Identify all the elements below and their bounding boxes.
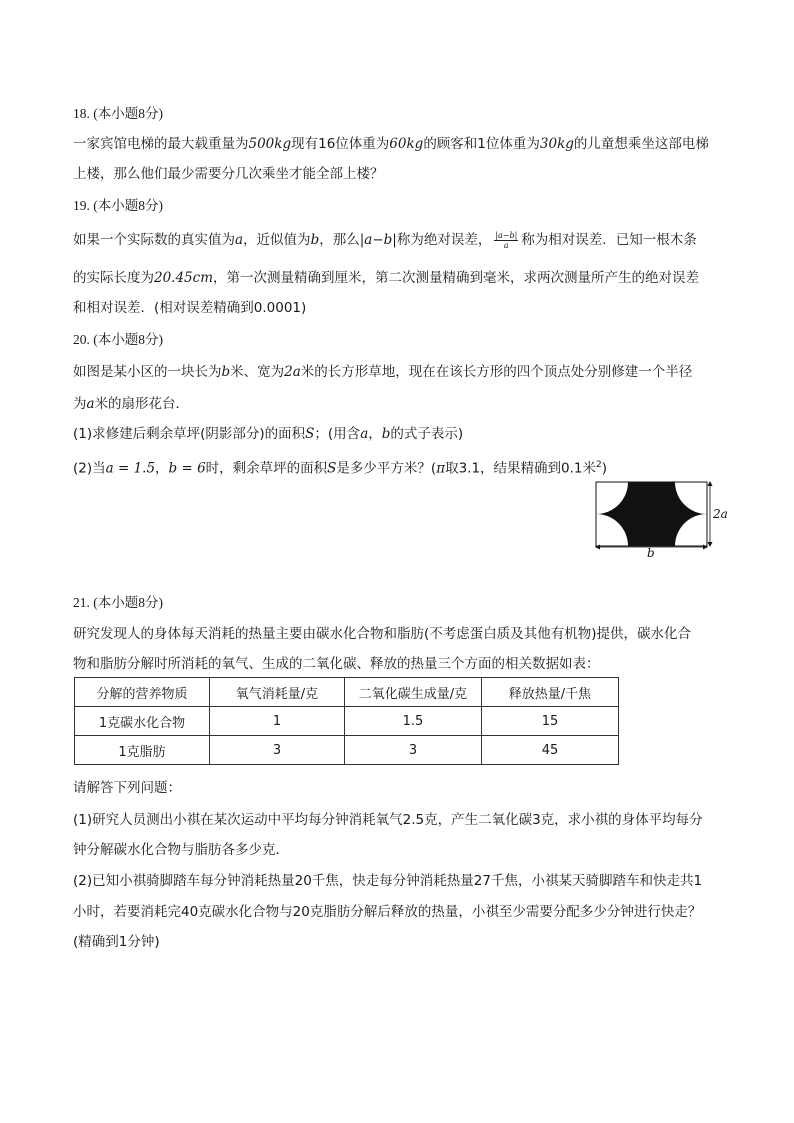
q18-line-1: [73, 134, 709, 154]
q20-var-2a: 2a: [284, 364, 301, 380]
q20-text: ；(用含: [314, 426, 361, 442]
table-cell: 1: [210, 707, 345, 736]
q18-value-500: 500: [248, 136, 275, 152]
q20-part-2: [73, 455, 607, 479]
q20-line-2: [73, 394, 189, 414]
q21-prompt: 请解答下列问题：: [73, 780, 181, 796]
q20-text: (2)当: [73, 460, 106, 477]
q21-part-2-line-2: 小时，若要消耗完40克碳水化合物与20克脂肪分解后释放的热量，小祺至少需要分配多少分钟进行快走？: [73, 904, 702, 920]
q20-header: 20. (本小题8分): [73, 332, 163, 347]
q20-figure: [590, 475, 730, 561]
q20-text: ，: [368, 426, 382, 442]
q18-unit-kg: kg: [557, 136, 574, 152]
q21-part-2-line-3: (精确到1分钟): [73, 934, 160, 950]
q20-var-s: S: [327, 460, 337, 477]
q20-text: 米的扇形花台．: [94, 396, 190, 412]
q18-text: 一家宾馆电梯的最大载重量为: [73, 136, 249, 152]
q19-text: 如果一个实际数的真实值为: [73, 232, 235, 248]
q20-line-1: [73, 362, 692, 382]
lawn-diagram: [590, 475, 730, 557]
table-header-cell: 释放热量/千焦: [482, 678, 619, 707]
table-cell: 45: [482, 736, 619, 765]
q19-value-length: 20.45: [154, 270, 193, 286]
label-2a: 2a: [713, 507, 728, 521]
q18-line-2: 上楼，那么他们最少需要分几次乘坐才能全部上楼？: [73, 166, 384, 182]
q19-text: ，近似值为: [243, 232, 311, 248]
q20-text: 为: [73, 396, 87, 412]
q19-relative-error-fraction: [494, 231, 518, 250]
q20-text: 是多少平方米？(: [336, 460, 437, 477]
q20-pi: π: [436, 460, 446, 477]
q19-line-1: [73, 230, 697, 250]
table-header-row: [75, 678, 619, 707]
q21-part-1-line-2: 钟分解碳水化合物与脂肪各多少克．: [73, 842, 289, 858]
q19-text: ，第一次测量精确到厘米，第二次测量精确到毫米，求两次测量所产生的绝对误差: [213, 270, 700, 286]
q18-text: 的顾客和1位体重为: [423, 136, 540, 152]
arrow-down-icon: [708, 542, 713, 547]
q20-var-b: b: [221, 364, 231, 380]
q20-text: (1)求修建后剩余草坪(阴影部分)的面积: [73, 426, 306, 442]
table-cell: 1克碳水化合物: [75, 707, 210, 736]
q19-text: 的实际长度为: [73, 270, 154, 286]
q20-part-1: [73, 424, 463, 444]
q20-text: 米、宽为: [230, 364, 285, 380]
q20-eq-b: b = 6: [168, 460, 206, 477]
q21-part-1-line-1: (1)研究人员测出小祺在某次运动中平均每分钟消耗氧气2.5克，产生二氧化碳3克，求小祺的身体平均每分: [73, 812, 703, 828]
q19-text: 称为绝对误差，: [396, 232, 492, 248]
q18-value-30: 30: [539, 136, 558, 152]
label-b: b: [647, 546, 655, 557]
q19-var-b: b: [310, 232, 320, 248]
q20-text: ，: [155, 460, 169, 477]
table-cell: 15: [482, 707, 619, 736]
fraction-numerator: |a−b|: [495, 230, 518, 240]
q20-var-a: a: [360, 426, 369, 442]
q20-superscript: 2: [596, 460, 602, 470]
table-row: [75, 707, 619, 736]
q19-line-3: 和相对误差．(相对误差精确到0.0001): [73, 300, 307, 316]
q18-unit-kg: kg: [274, 136, 292, 152]
q21-header: 21. (本小题8分): [73, 595, 163, 610]
table-header-cell: 氧气消耗量/克: [210, 678, 345, 707]
q20-text: 的式子表示): [390, 426, 464, 442]
q18-text: 现有16位体重为: [291, 136, 390, 152]
table-header-cell: 二氧化碳生成量/克: [345, 678, 482, 707]
table-cell: 3: [210, 736, 345, 765]
q20-text: 时，剩余草坪的面积: [205, 460, 328, 477]
q19-abs-expr: |a−b|: [359, 232, 397, 248]
q19-unit-cm: cm: [192, 270, 214, 286]
fraction-denominator: a: [503, 240, 509, 250]
nutrient-data-table: [74, 677, 619, 765]
q21-part-2-line-1: (2)已知小祺骑脚踏车每分钟消耗热量20千焦，快走每分钟消耗热量27千焦，小祺某天骑脚踏车和快走共1: [73, 873, 703, 889]
q18-value-60: 60: [389, 136, 407, 152]
q20-text: 取3.1，结果精确到0.1米: [445, 460, 597, 477]
q19-text: ，那么: [319, 232, 360, 248]
table-row: [75, 736, 619, 765]
q19-text: 称为相对误差．已知一根木条: [521, 232, 697, 248]
table-cell: 3: [345, 736, 482, 765]
q20-var-a: a: [86, 396, 95, 412]
arrow-up-icon: [708, 481, 713, 486]
q21-line-1: 研究发现人的身体每天消耗的热量主要由碳水化合物和脂肪(不考虑蛋白质及其他有机物)提供，碳水化合: [73, 626, 692, 642]
table-cell: 1.5: [345, 707, 482, 736]
table-cell: 1克脂肪: [75, 736, 210, 765]
q19-header: 19. (本小题8分): [73, 198, 163, 213]
q18-unit-kg: kg: [406, 136, 424, 152]
q18-header: 18. (本小题8分): [73, 106, 163, 121]
q20-text: 米的长方形草地，现在在该长方形的四个顶点处分别修建一个半径: [300, 364, 693, 380]
table-header-cell: 分解的营养物质: [75, 678, 210, 707]
q21-line-2: 物和脂肪分解时所消耗的氧气、生成的二氧化碳、释放的热量三个方面的相关数据如表：: [73, 656, 600, 672]
q19-var-a: a: [235, 232, 244, 248]
q18-text: 的儿童想乘坐这部电梯: [573, 136, 709, 152]
q20-text: ): [601, 460, 608, 477]
q19-line-2: [73, 268, 699, 288]
q20-var-b: b: [381, 426, 391, 442]
q20-var-s: S: [305, 426, 315, 442]
q20-eq-a: a = 1.5: [105, 460, 156, 477]
q20-text: 如图是某小区的一块长为: [73, 364, 222, 380]
